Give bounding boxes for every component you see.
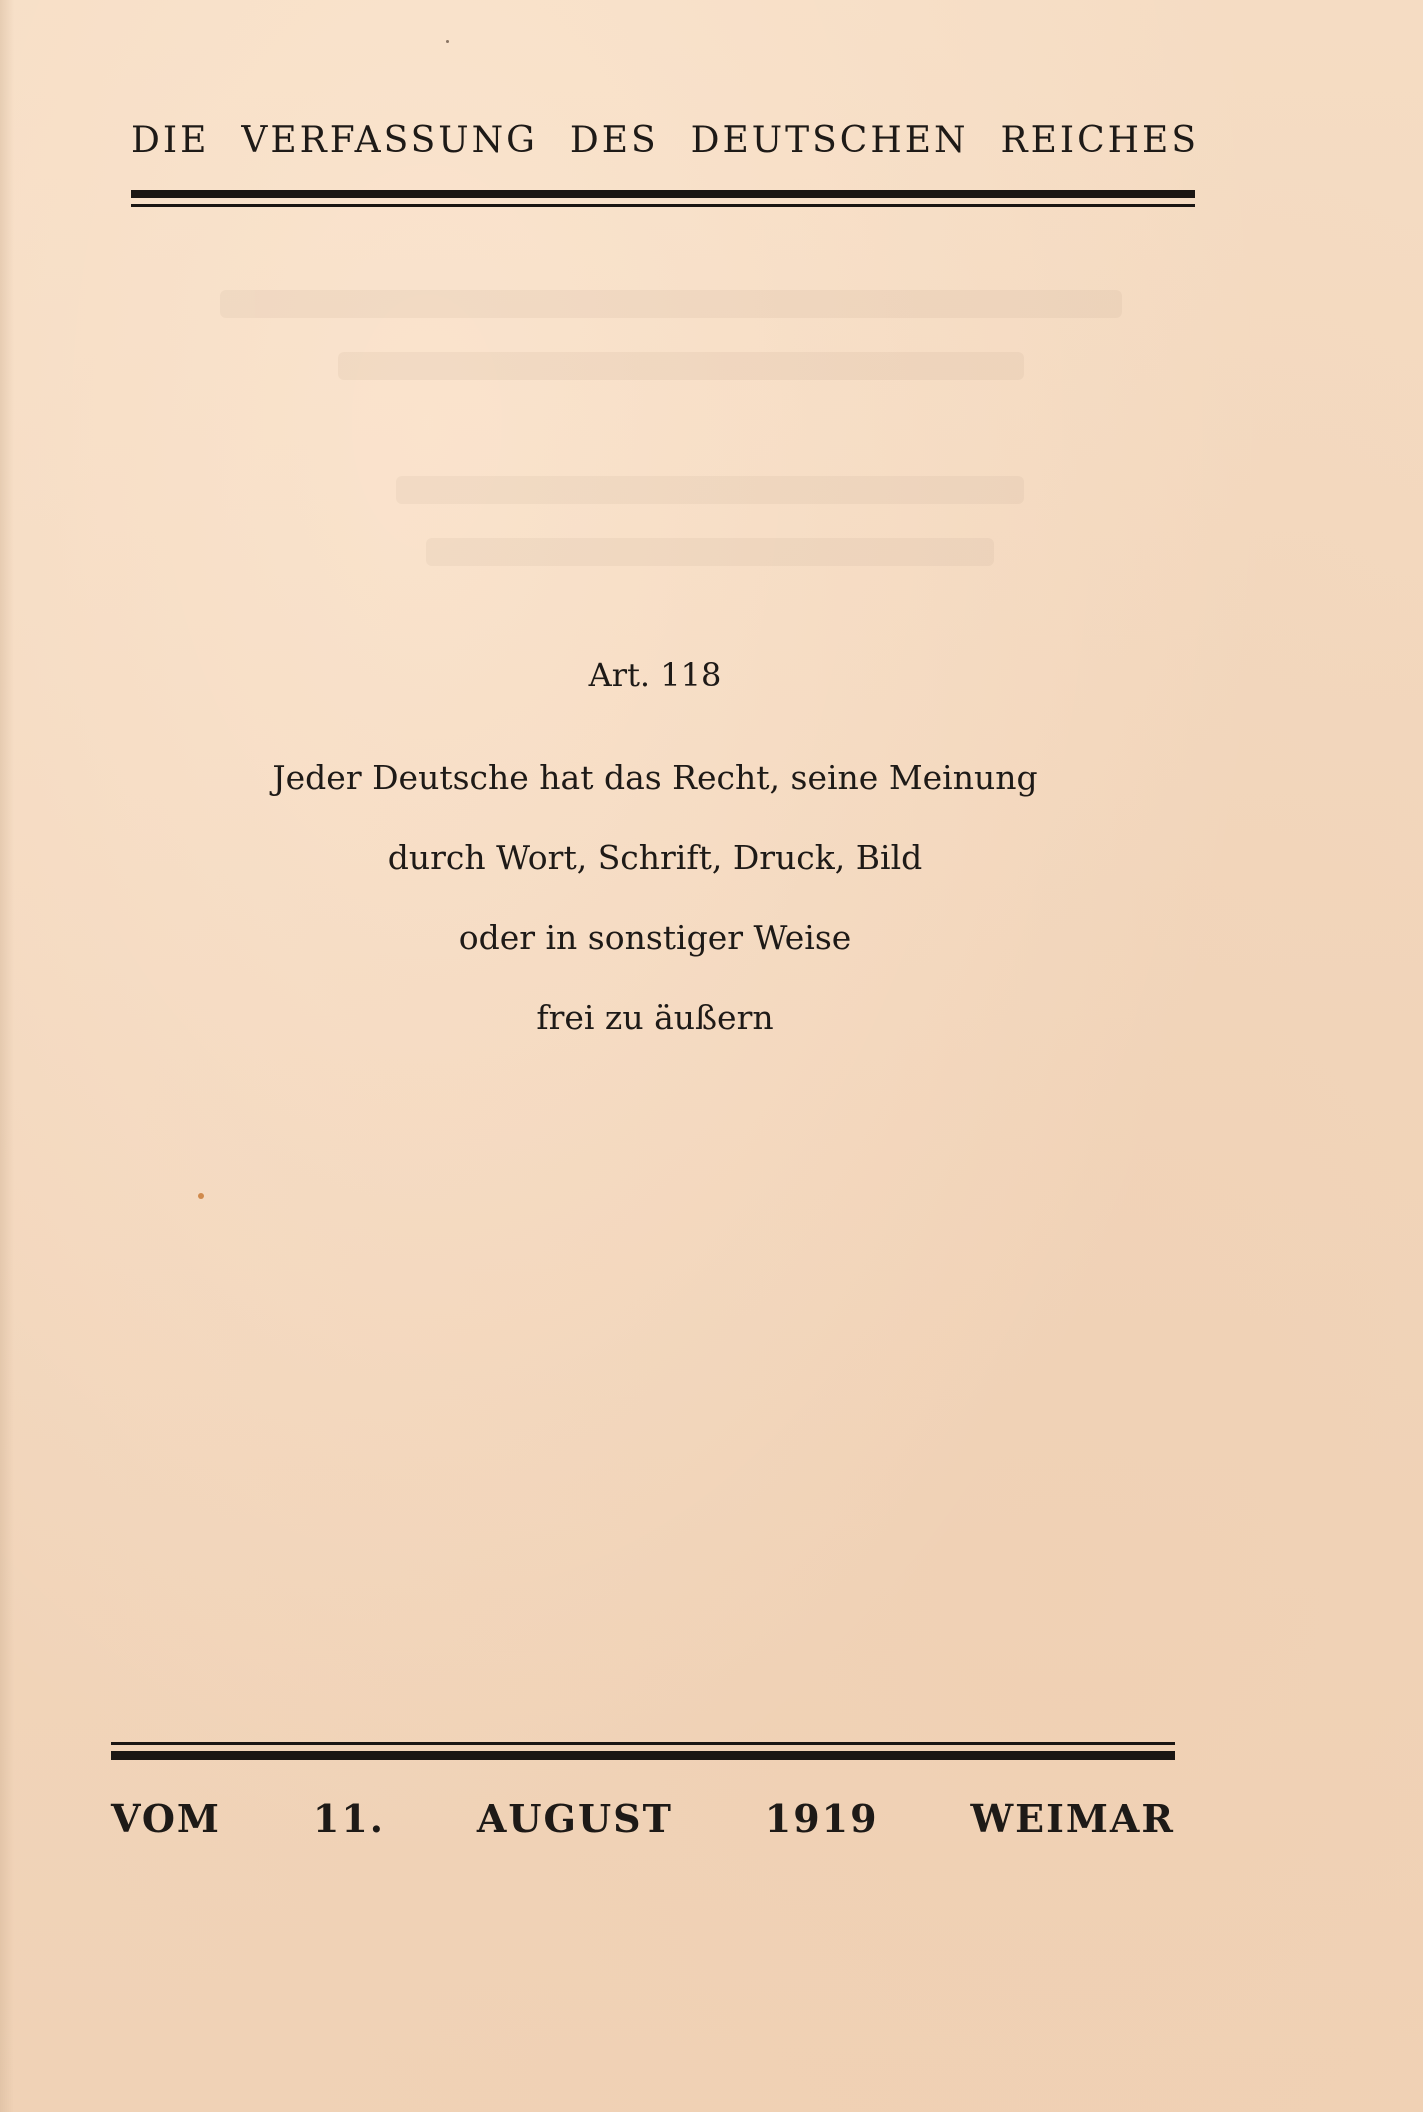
footer-rule-thick (111, 1751, 1175, 1760)
footer-title: VOM 11. AUGUST 1919 WEIMAR (111, 1796, 1175, 1841)
footer-rule-thin (111, 1742, 1175, 1745)
article-line: Jeder Deutsche hat das Recht, seine Meinung (272, 758, 1038, 797)
header-rule-thick (131, 190, 1195, 198)
show-through-text (220, 290, 1200, 710)
article-line: oder in sonstiger Weise (458, 918, 852, 957)
paper-spot (198, 1193, 204, 1199)
header-title: DIE VERFASSUNG DES DEUTSCHEN REICHES (131, 120, 1199, 161)
paper-spot (446, 40, 449, 43)
article-text (0, 748, 1310, 1068)
header-rule-thin (131, 204, 1195, 207)
article-line: durch Wort, Schrift, Druck, Bild (387, 838, 923, 877)
article-number: Art. 118 (588, 656, 722, 694)
article-line: frei zu äußern (536, 998, 774, 1037)
